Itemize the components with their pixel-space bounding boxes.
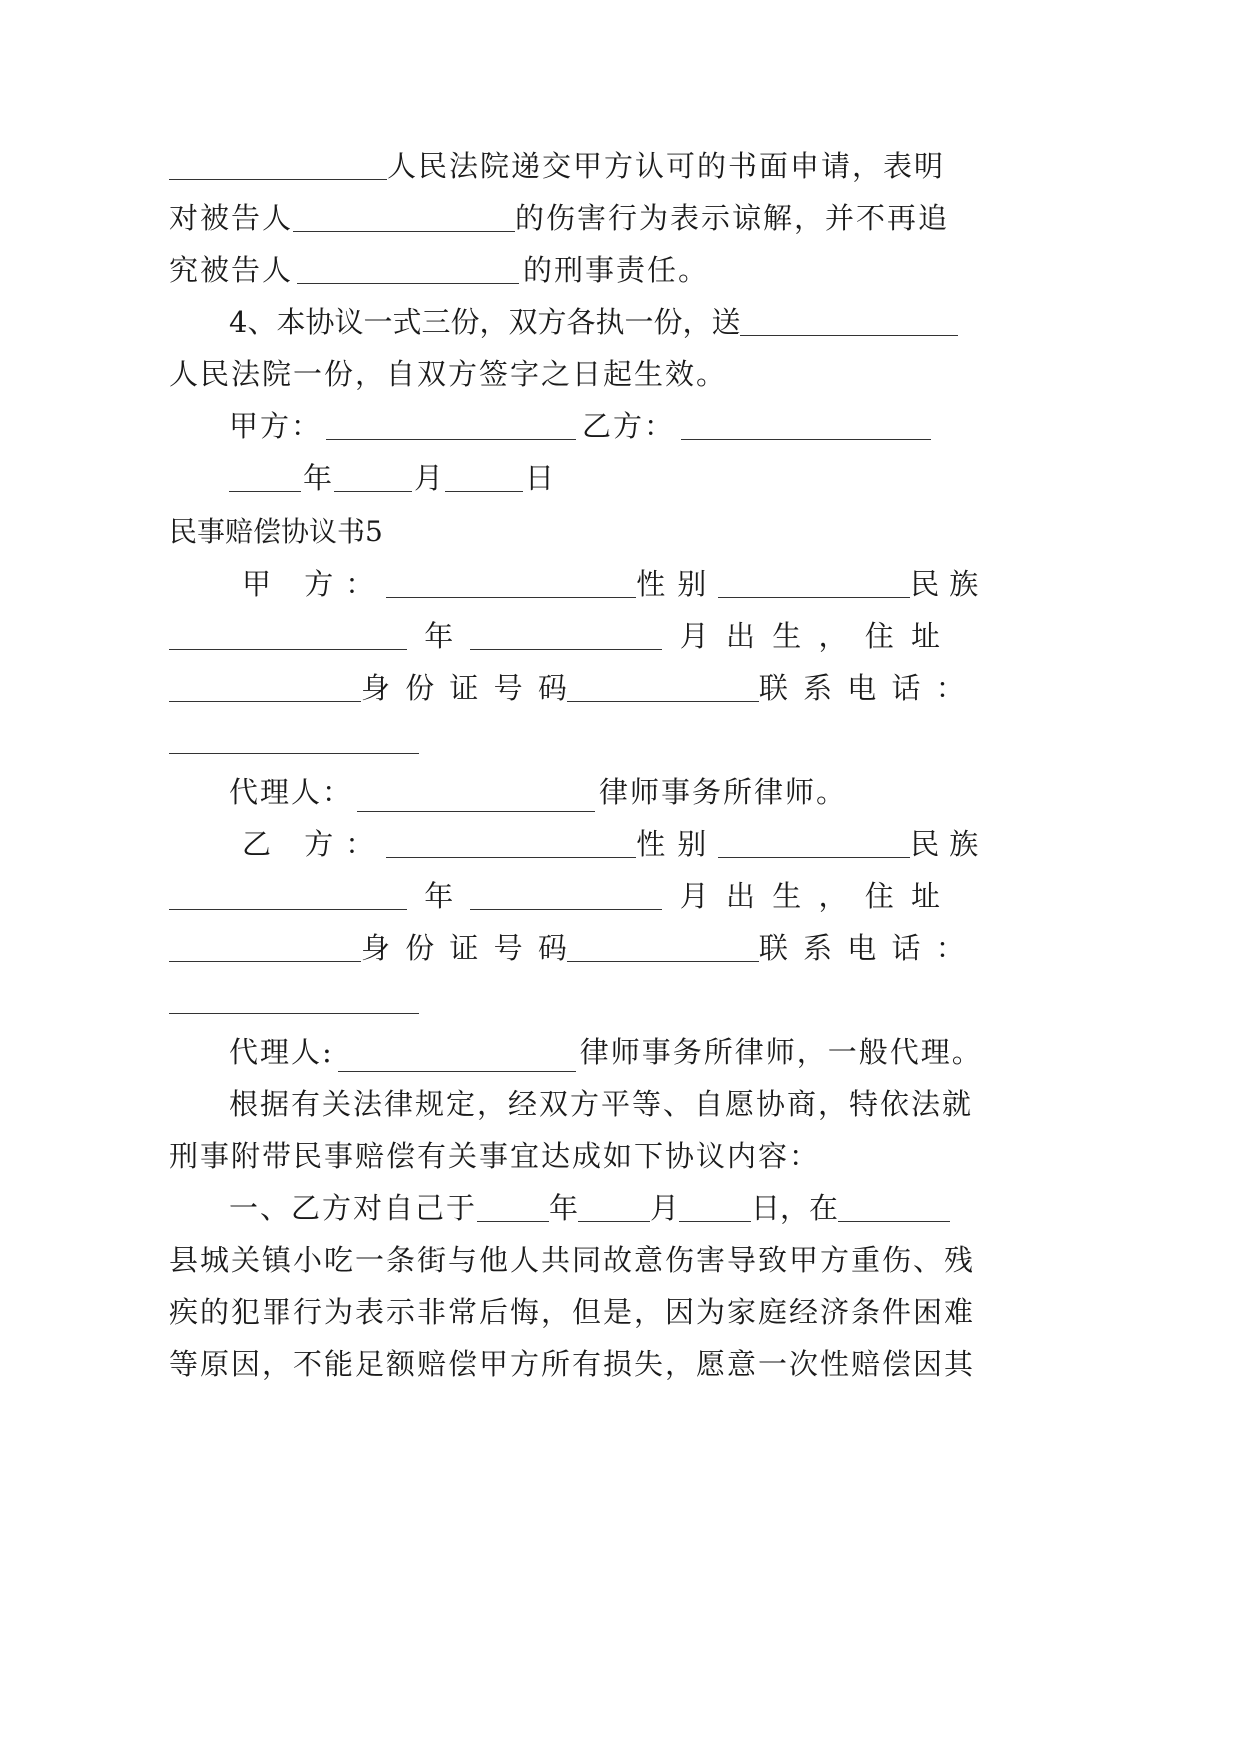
birth-word: 月 — [679, 879, 709, 913]
text-line — [169, 1136, 820, 1176]
party-b-phone-line — [169, 980, 419, 1020]
paragraph-text: 根据有关法律规定，经双方平等、自愿协商，特依法就 — [229, 1087, 974, 1121]
id-label: 身 份 证 号 码 — [361, 671, 567, 705]
birth-word: ， — [818, 619, 848, 653]
gender-blank — [718, 567, 910, 598]
agent-firm-text: 律师事务所律师。 — [599, 775, 848, 809]
party-a-label: 甲方： — [229, 409, 323, 443]
ethnic-blank — [169, 879, 407, 910]
signature-blank — [681, 409, 931, 440]
gender-label: 性别 — [636, 567, 719, 601]
year-blank — [470, 879, 662, 910]
paragraph-text: 等原因，不能足额赔偿甲方所有损失，愿意一次性赔偿因其 — [169, 1347, 976, 1381]
phone-blank — [169, 723, 419, 754]
signature-blank — [326, 409, 576, 440]
party-b-label: 乙 方： — [242, 827, 387, 861]
day-blank — [445, 461, 523, 492]
ethnic-label: 民族 — [910, 567, 989, 601]
paragraph-text: 人民法院一份，自双方签字之日起生效。 — [169, 357, 728, 391]
gender-blank — [718, 827, 910, 858]
birth-word: 出 — [725, 619, 755, 653]
party-a-agent-line — [229, 772, 847, 812]
blank-field — [169, 149, 387, 180]
month-label: 月 — [414, 461, 444, 495]
party-a-birth-line — [169, 616, 940, 656]
party-a-line — [242, 564, 989, 604]
day-blank — [679, 1191, 751, 1222]
address-blank — [169, 931, 361, 962]
agent-blank — [357, 781, 595, 812]
party-a-label: 甲 方： — [242, 567, 387, 601]
address-blank — [169, 671, 361, 702]
birth-word: 址 — [910, 619, 940, 653]
paragraph-text: 刑事附带民事赔偿有关事宜达成如下协议内容： — [169, 1139, 821, 1173]
phone-blank — [169, 983, 419, 1014]
party-a-phone-line — [169, 720, 419, 760]
day-label: 日 — [525, 461, 555, 495]
gender-label: 性别 — [636, 827, 719, 861]
text-line — [169, 354, 727, 394]
text-line — [229, 1188, 940, 1228]
agent-label: 代理人: — [229, 1035, 334, 1069]
birth-word: ， — [818, 879, 848, 913]
year-blank — [229, 461, 301, 492]
year-label: 年 — [424, 619, 454, 653]
month-blank — [578, 1191, 650, 1222]
party-b-birth-line — [169, 876, 940, 916]
agent-blank — [338, 1041, 576, 1072]
text-line — [169, 198, 950, 238]
birth-word: 住 — [864, 619, 894, 653]
birth-word: 生 — [772, 619, 802, 653]
year-blank — [477, 1191, 549, 1222]
birth-word: 出 — [725, 879, 755, 913]
location-blank — [838, 1191, 950, 1222]
name-blank — [386, 567, 636, 598]
text-line — [229, 1084, 973, 1124]
blank-field — [297, 253, 519, 284]
paragraph-text: 疾的犯罪行为表示非常后悔，但是，因为家庭经济条件困难 — [169, 1295, 976, 1329]
ethnic-label: 民族 — [910, 827, 989, 861]
paragraph-text: 一、乙方对自己于 — [229, 1191, 478, 1225]
birth-word: 址 — [910, 879, 940, 913]
text-line — [169, 1344, 975, 1384]
year-blank — [470, 619, 662, 650]
agent-label: 代理人： — [229, 775, 354, 809]
id-blank — [567, 671, 759, 702]
phone-label: 联 系 电 话 ： — [758, 671, 965, 705]
day-label: 日，在 — [751, 1191, 839, 1225]
year-label: 年 — [303, 461, 333, 495]
paragraph-text: 4、本协议一式三份，双方各执一份，送 — [229, 305, 741, 339]
text-line — [169, 1292, 975, 1332]
paragraph-text: 对被告人 — [169, 201, 294, 235]
blank-field — [740, 305, 958, 336]
party-a-id-line — [169, 668, 965, 708]
birth-word: 生 — [772, 879, 802, 913]
month-label: 月 — [650, 1191, 680, 1225]
phone-label: 联 系 电 话 ： — [758, 931, 965, 965]
paragraph-text: 的伤害行为表示谅解，并不再追 — [515, 201, 950, 235]
blank-field — [293, 201, 515, 232]
section-title-text: 民事赔偿协议书5 — [169, 515, 383, 548]
birth-word: 月 — [679, 619, 709, 653]
month-blank — [334, 461, 412, 492]
date-line — [229, 458, 556, 498]
text-line — [169, 250, 709, 290]
party-b-id-line — [169, 928, 965, 968]
paragraph-text: 的刑事责任。 — [523, 253, 710, 287]
paragraph-text: 究被告人 — [169, 253, 294, 287]
paragraph-text: 县城关镇小吃一条街与他人共同故意伤害导致甲方重伤、残 — [169, 1243, 976, 1277]
party-b-label: 乙方： — [582, 409, 676, 443]
agent-firm-text: 律师事务所律师，一般代理。 — [579, 1035, 983, 1069]
signature-line — [229, 406, 931, 446]
year-label: 年 — [424, 879, 454, 913]
birth-word: 住 — [864, 879, 894, 913]
text-line — [229, 302, 940, 342]
party-b-line — [242, 824, 989, 864]
id-label: 身 份 证 号 码 — [361, 931, 567, 965]
text-line — [169, 146, 946, 186]
text-line — [169, 1240, 975, 1280]
section-title — [169, 512, 383, 552]
id-blank — [567, 931, 759, 962]
party-b-agent-line — [229, 1032, 983, 1072]
name-blank — [386, 827, 636, 858]
ethnic-blank — [169, 619, 407, 650]
paragraph-text: 人民法院递交甲方认可的书面申请，表明 — [387, 149, 946, 183]
year-label: 年 — [549, 1191, 579, 1225]
